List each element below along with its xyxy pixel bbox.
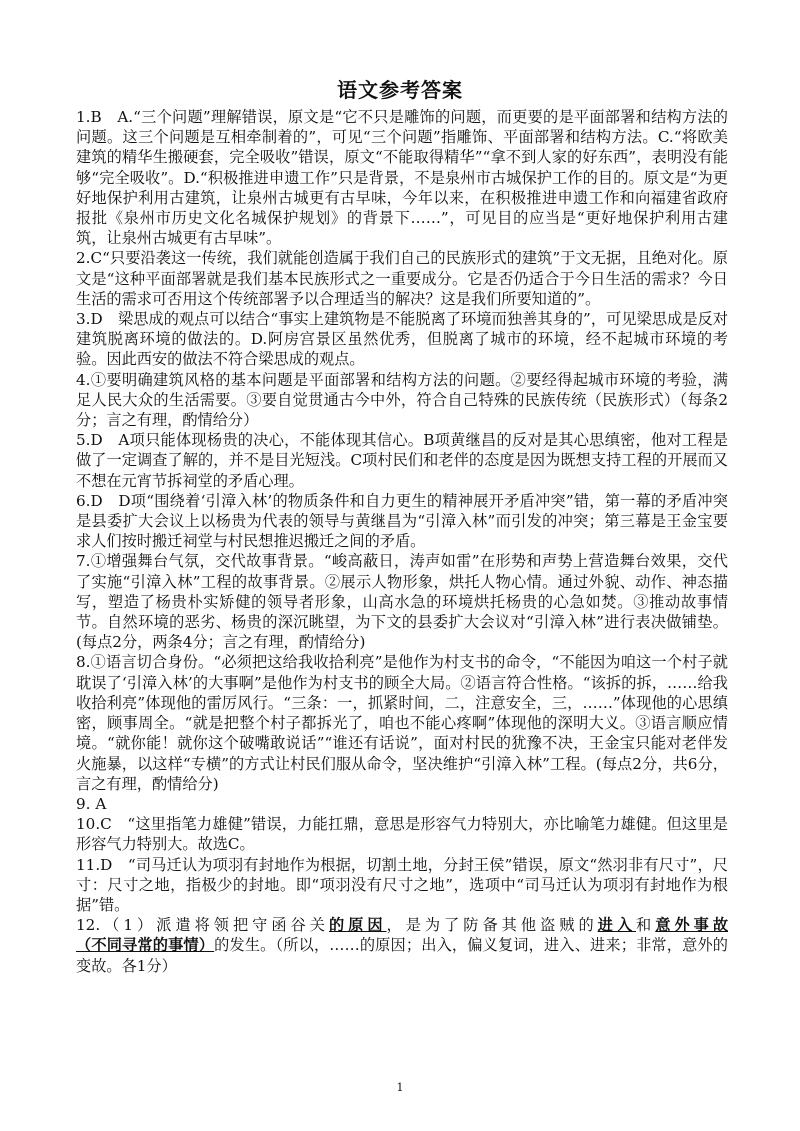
item12-underline-unusual: （不同寻常的事情） bbox=[76, 936, 215, 955]
answer-item-8: 8.①语言切合身份。“必须把这给我收拾利亮”是他作为村支书的命令，“不能因为咱这一个村子就耽误了‘引漳入林’的大事啊”是他作为村支书的顾全大局。②语言符合性格。“该拆的拆，……给我收拾利亮”体现他的雷厉风行。“三条：一，抓紧时间，二，注意安全，三，……”体现他的心思缜密，顾事周全。“就是把整个村子都拆光了，咱也不能心疼啊”体现他的深明大义。③语言顺应情境。“就你能！就你这个破嘴敢说话”“谁还有话说”，面对村民的犹豫不决，王金宝只能对老伴发火施暴，以这样“专横”的方式让村民们服从命令，坚决维护“引漳入林”工程。(每点2分，共6分，言之有理，酌情给分) bbox=[76, 653, 728, 793]
answer-item-3: 3.D 梁思成的观点可以结合“事实上建筑物是不能脱离了环境而独善其身的”，可见梁思成是反对建筑脱离环境的做法的。D.阿房宫景区虽然优秀，但脱离了城市的环境，经不起城市环境的考验。因此西安的做法不符合梁思成的观点。 bbox=[76, 310, 728, 369]
page-number: 1 bbox=[396, 1081, 404, 1094]
answer-item-7: 7.①增强舞台气氛，交代故事背景。“峻高蔽日，涛声如雷”在形势和声势上营造舞台效果，交代了实施“引漳入林”工程的故事背景。②展示人物形象，烘托人物心情。通过外貌、动作、神态描写，塑造了杨贵朴实矫健的领导者形象，山高水急的环境烘托杨贵的心急如焚。③推动故事情节。自然环境的恶劣、杨贵的深沉眺望，为下文的县委扩大会议对“引漳入林”进行表决做铺垫。(每点2分，两条4分；言之有理，酌情给分) bbox=[76, 552, 728, 652]
answer-content bbox=[76, 107, 728, 976]
item12-text-a: 12.（1）派遣将领把守函谷关 bbox=[76, 916, 329, 935]
answer-item-2: 2.C“只要沿袭这一传统，我们就能创造属于我们自己的民族形式的建筑”于文无据，且绝对化。原文是“这种平面部署就是我们基本民族形式之一重要成分。它是否仍适合于今日生活的需求？今日生活的需求可否用这个传统部署予以合理适当的解决？这是我们所要知道的”。 bbox=[76, 249, 728, 308]
answer-item-10: 10.C “这里指笔力雄健”错误，力能扛鼎，意思是形容气力特别大，亦比喻笔力雄健。但这里是形容气力特别大。故选C。 bbox=[76, 815, 728, 854]
answer-item-12 bbox=[76, 915, 728, 976]
item12-text-d: 的发生。（所以，……的原因；出入，偏义复词，进入、进来；非常，意外的变故。各1分） bbox=[76, 936, 728, 975]
item12-underline-accident: 意外事故 bbox=[655, 916, 729, 935]
answer-item-4: 4.①要明确建筑风格的基本问题是平面部署和结构方法的问题。②要经得起城市环境的考验，满足人民大众的生活需要。③要自觉贯通古今中外，符合自己特殊的民族传统（民族形式）（每条2分；言之有理，酌情给分） bbox=[76, 370, 728, 430]
item12-text-c: 和 bbox=[636, 916, 656, 935]
item12-underline-reason: 的原因 bbox=[328, 916, 387, 935]
answer-item-1: 1.B A.“三个问题”理解错误，原文是“它不只是雕饰的问题，而更要的是平面部署和结构方法的问题。这三个问题是互相牵制着的”，可见“三个问题”指雕饰、平面部署和结构方法。C.“将欧美建筑的精华生搬硬套，完全吸收”错误，原文“不能取得精华”“拿不到人家的好东西”，表明没有能够“完全吸收”。D.“积极推进申遗工作”只是背景，不是泉州市古城保护工作的目的。原文是“为更好地保护利用古建筑，让泉州古城更有古早味，今年以来，在积极推进申遗工作和向福建省政府报批《泉州市历史文化名城保护规划》的背景下……”，可见目的应当是“更好地保护利用古建筑，让泉州古城更有古早味”。 bbox=[76, 108, 728, 248]
answer-item-6: 6.D D项“围绕着‘引漳入林’的物质条件和自力更生的精神展开矛盾冲突”错，第一幕的矛盾冲突是县委扩大会议上以杨贵为代表的领导与黄继昌为“引漳入林”而引发的冲突；第三幕是王金宝要求人们按时搬迁祠堂与村民想推迟搬迁之间的矛盾。 bbox=[76, 491, 728, 551]
item12-text-b: ，是为了防备其他盗贼的 bbox=[386, 916, 598, 935]
answer-item-5: 5.D A项只能体现杨贵的决心，不能体现其信心。B项黄继昌的反对是其心思缜密，他对工程是做了一定调查了解的，并不是目光短浅。C项村民们和老伴的态度是因为既想支持工程的开展而又不想在元宵节拆祠堂的矛盾心理。 bbox=[76, 431, 728, 490]
answer-item-11: 11.D “司马迁认为项羽有封地作为根据，切割土地，分封王侯”错误，原文“然羽非有尺寸”，尺寸：尺寸之地，指极少的封地。即“项羽没有尺寸之地”，选项中“司马迁认为项羽有封地作为根据”错。 bbox=[76, 855, 728, 914]
answer-item-9: 9. A bbox=[76, 794, 107, 813]
page-title: 语文参考答案 bbox=[337, 78, 463, 102]
item12-underline-enter: 进入 bbox=[597, 916, 637, 935]
